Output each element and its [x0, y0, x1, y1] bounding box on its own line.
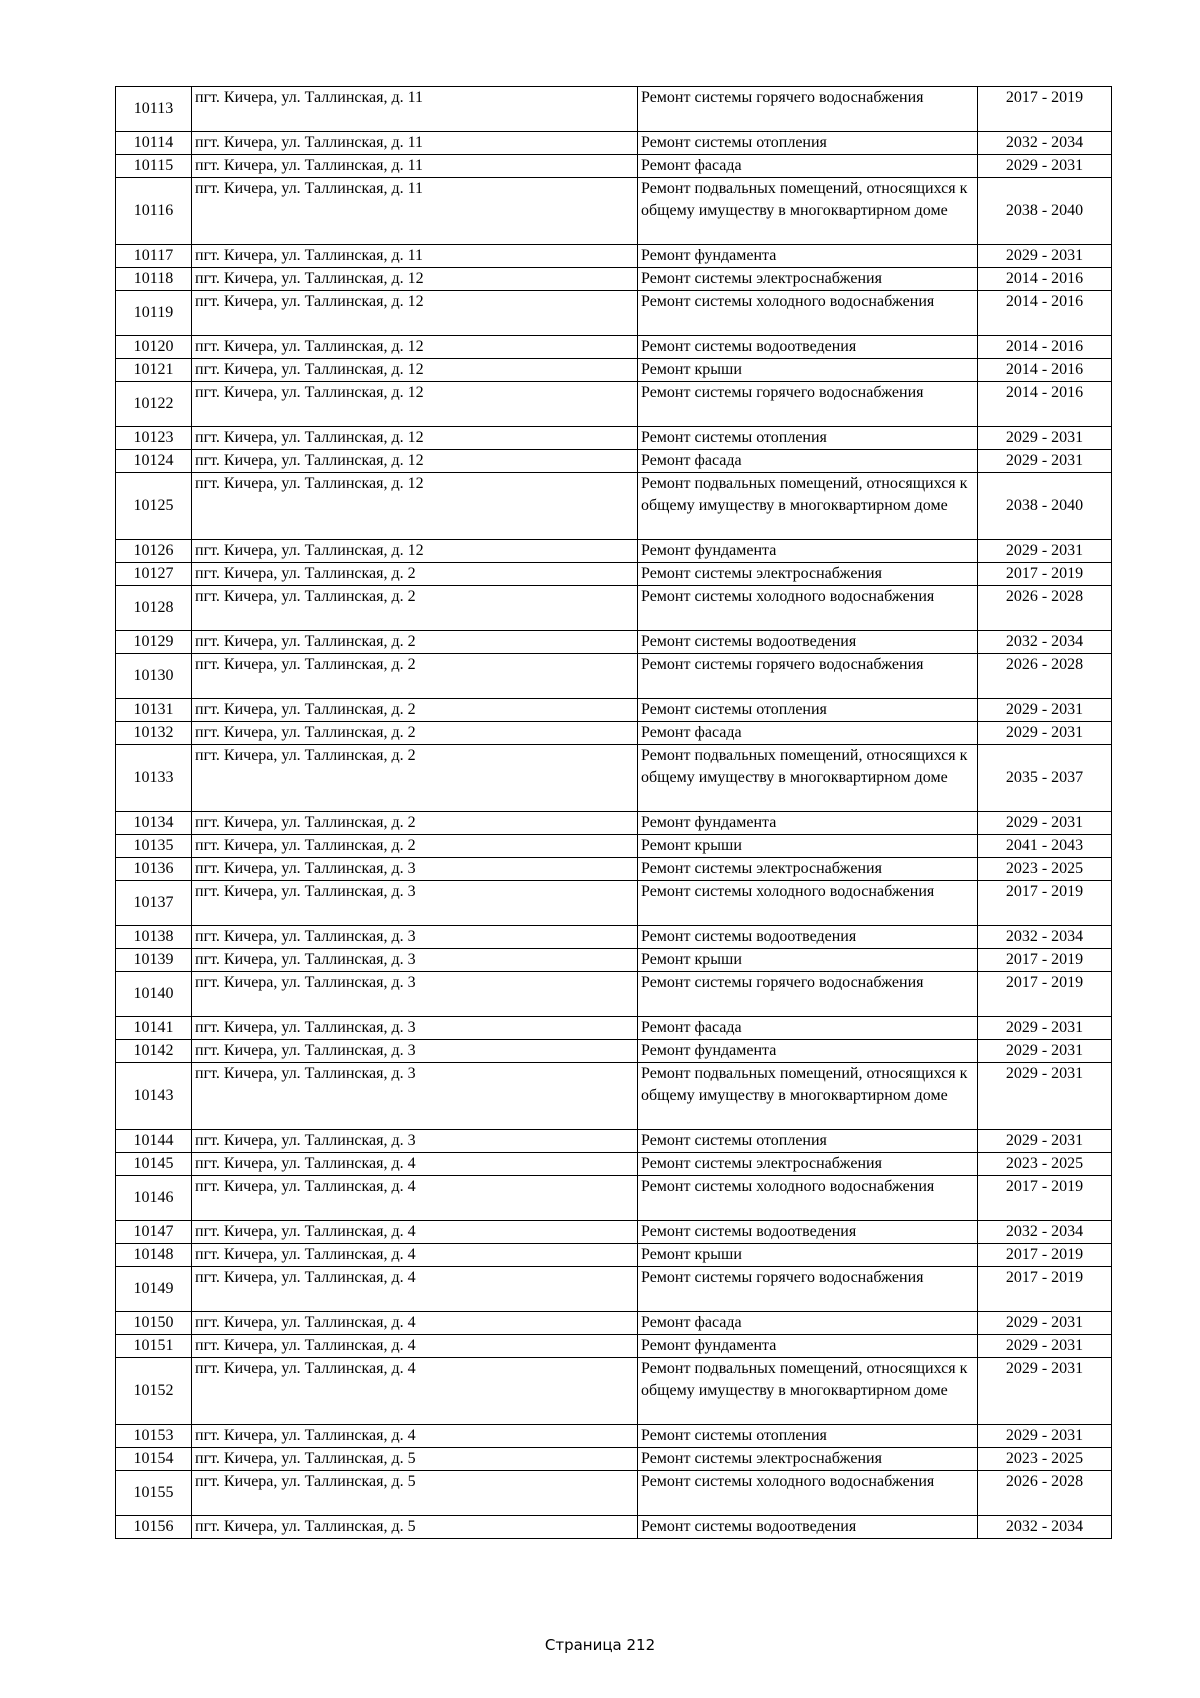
- address-cell: пгт. Кичера, ул. Таллинская, д. 2: [192, 586, 638, 631]
- repair-schedule-table: [115, 86, 1112, 1539]
- work-type-cell: Ремонт фундамента: [638, 245, 978, 268]
- period-cell: 2029 - 2031: [978, 1358, 1112, 1425]
- address-cell: пгт. Кичера, ул. Таллинская, д. 3: [192, 1063, 638, 1130]
- page-number: Страница 212: [544, 1636, 656, 1654]
- address-cell: пгт. Кичера, ул. Таллинская, д. 11: [192, 155, 638, 178]
- period-cell: 2029 - 2031: [978, 1312, 1112, 1335]
- table-row: [116, 1176, 1112, 1221]
- table-row: [116, 1471, 1112, 1516]
- period-cell: 2029 - 2031: [978, 450, 1112, 473]
- row-id-cell: 10137: [116, 881, 192, 926]
- period-cell: 2029 - 2031: [978, 1335, 1112, 1358]
- period-cell: 2017 - 2019: [978, 881, 1112, 926]
- table-row: [116, 1335, 1112, 1358]
- row-id-cell: 10154: [116, 1448, 192, 1471]
- period-cell: 2017 - 2019: [978, 1176, 1112, 1221]
- row-id-cell: 10126: [116, 540, 192, 563]
- address-cell: пгт. Кичера, ул. Таллинская, д. 3: [192, 949, 638, 972]
- row-id-cell: 10128: [116, 586, 192, 631]
- work-type-cell: Ремонт крыши: [638, 1244, 978, 1267]
- period-cell: 2014 - 2016: [978, 382, 1112, 427]
- table-row: [116, 563, 1112, 586]
- table-row: [116, 949, 1112, 972]
- table-row: [116, 881, 1112, 926]
- period-cell: 2029 - 2031: [978, 812, 1112, 835]
- work-type-cell: Ремонт системы электроснабжения: [638, 1153, 978, 1176]
- address-cell: пгт. Кичера, ул. Таллинская, д. 12: [192, 336, 638, 359]
- period-cell: 2029 - 2031: [978, 245, 1112, 268]
- address-cell: пгт. Кичера, ул. Таллинская, д. 12: [192, 268, 638, 291]
- work-type-cell: Ремонт системы холодного водоснабжения: [638, 881, 978, 926]
- table-row: [116, 450, 1112, 473]
- address-cell: пгт. Кичера, ул. Таллинская, д. 3: [192, 972, 638, 1017]
- row-id-cell: 10148: [116, 1244, 192, 1267]
- address-cell: пгт. Кичера, ул. Таллинская, д. 4: [192, 1358, 638, 1425]
- work-type-cell: Ремонт фундамента: [638, 1335, 978, 1358]
- address-cell: пгт. Кичера, ул. Таллинская, д. 11: [192, 245, 638, 268]
- work-type-cell: Ремонт фасада: [638, 155, 978, 178]
- address-cell: пгт. Кичера, ул. Таллинская, д. 11: [192, 178, 638, 245]
- table-row: [116, 586, 1112, 631]
- period-cell: 2032 - 2034: [978, 1221, 1112, 1244]
- work-type-cell: Ремонт системы холодного водоснабжения: [638, 1176, 978, 1221]
- address-cell: пгт. Кичера, ул. Таллинская, д. 2: [192, 654, 638, 699]
- work-type-cell: Ремонт подвальных помещений, относящихся к общему имуществу в многоквартирном доме: [638, 745, 978, 812]
- work-type-cell: Ремонт фундамента: [638, 1040, 978, 1063]
- period-cell: 2017 - 2019: [978, 1267, 1112, 1312]
- address-cell: пгт. Кичера, ул. Таллинская, д. 2: [192, 631, 638, 654]
- row-id-cell: 10118: [116, 268, 192, 291]
- work-type-cell: Ремонт крыши: [638, 359, 978, 382]
- period-cell: 2032 - 2034: [978, 926, 1112, 949]
- row-id-cell: 10133: [116, 745, 192, 812]
- period-cell: 2026 - 2028: [978, 586, 1112, 631]
- table-row: [116, 1312, 1112, 1335]
- period-cell: 2029 - 2031: [978, 1040, 1112, 1063]
- row-id-cell: 10144: [116, 1130, 192, 1153]
- work-type-cell: Ремонт подвальных помещений, относящихся к общему имуществу в многоквартирном доме: [638, 473, 978, 540]
- address-cell: пгт. Кичера, ул. Таллинская, д. 3: [192, 858, 638, 881]
- table-row: [116, 359, 1112, 382]
- table-row: [116, 336, 1112, 359]
- work-type-cell: Ремонт системы водоотведения: [638, 1221, 978, 1244]
- row-id-cell: 10122: [116, 382, 192, 427]
- table-row: [116, 745, 1112, 812]
- row-id-cell: 10124: [116, 450, 192, 473]
- table-row: [116, 291, 1112, 336]
- row-id-cell: 10141: [116, 1017, 192, 1040]
- row-id-cell: 10143: [116, 1063, 192, 1130]
- table-row: [116, 699, 1112, 722]
- row-id-cell: 10150: [116, 1312, 192, 1335]
- row-id-cell: 10149: [116, 1267, 192, 1312]
- address-cell: пгт. Кичера, ул. Таллинская, д. 3: [192, 1130, 638, 1153]
- table-row: [116, 132, 1112, 155]
- table-row: [116, 1244, 1112, 1267]
- work-type-cell: Ремонт системы холодного водоснабжения: [638, 586, 978, 631]
- period-cell: 2029 - 2031: [978, 540, 1112, 563]
- row-id-cell: 10131: [116, 699, 192, 722]
- row-id-cell: 10114: [116, 132, 192, 155]
- period-cell: 2014 - 2016: [978, 359, 1112, 382]
- row-id-cell: 10152: [116, 1358, 192, 1425]
- period-cell: 2038 - 2040: [978, 178, 1112, 245]
- work-type-cell: Ремонт системы горячего водоснабжения: [638, 382, 978, 427]
- address-cell: пгт. Кичера, ул. Таллинская, д. 4: [192, 1425, 638, 1448]
- work-type-cell: Ремонт системы водоотведения: [638, 631, 978, 654]
- table-row: [116, 631, 1112, 654]
- work-type-cell: Ремонт системы отопления: [638, 699, 978, 722]
- table-row: [116, 178, 1112, 245]
- row-id-cell: 10134: [116, 812, 192, 835]
- address-cell: пгт. Кичера, ул. Таллинская, д. 12: [192, 359, 638, 382]
- table-row: [116, 1516, 1112, 1539]
- period-cell: 2026 - 2028: [978, 1471, 1112, 1516]
- address-cell: пгт. Кичера, ул. Таллинская, д. 4: [192, 1335, 638, 1358]
- work-type-cell: Ремонт крыши: [638, 949, 978, 972]
- row-id-cell: 10142: [116, 1040, 192, 1063]
- table-row: [116, 1267, 1112, 1312]
- table-row: [116, 1063, 1112, 1130]
- table-row: [116, 1017, 1112, 1040]
- period-cell: 2029 - 2031: [978, 155, 1112, 178]
- table-row: [116, 382, 1112, 427]
- address-cell: пгт. Кичера, ул. Таллинская, д. 4: [192, 1267, 638, 1312]
- work-type-cell: Ремонт системы водоотведения: [638, 1516, 978, 1539]
- row-id-cell: 10153: [116, 1425, 192, 1448]
- table-row: [116, 1221, 1112, 1244]
- row-id-cell: 10115: [116, 155, 192, 178]
- work-type-cell: Ремонт фасада: [638, 1017, 978, 1040]
- address-cell: пгт. Кичера, ул. Таллинская, д. 5: [192, 1471, 638, 1516]
- address-cell: пгт. Кичера, ул. Таллинская, д. 2: [192, 722, 638, 745]
- address-cell: пгт. Кичера, ул. Таллинская, д. 2: [192, 563, 638, 586]
- table-row: [116, 155, 1112, 178]
- row-id-cell: 10135: [116, 835, 192, 858]
- work-type-cell: Ремонт системы отопления: [638, 1130, 978, 1153]
- period-cell: 2032 - 2034: [978, 631, 1112, 654]
- table-row: [116, 87, 1112, 132]
- address-cell: пгт. Кичера, ул. Таллинская, д. 4: [192, 1221, 638, 1244]
- address-cell: пгт. Кичера, ул. Таллинская, д. 2: [192, 835, 638, 858]
- address-cell: пгт. Кичера, ул. Таллинская, д. 4: [192, 1176, 638, 1221]
- period-cell: 2038 - 2040: [978, 473, 1112, 540]
- work-type-cell: Ремонт системы электроснабжения: [638, 1448, 978, 1471]
- address-cell: пгт. Кичера, ул. Таллинская, д. 12: [192, 473, 638, 540]
- row-id-cell: 10129: [116, 631, 192, 654]
- work-type-cell: Ремонт системы холодного водоснабжения: [638, 1471, 978, 1516]
- row-id-cell: 10116: [116, 178, 192, 245]
- period-cell: 2017 - 2019: [978, 972, 1112, 1017]
- work-type-cell: Ремонт системы горячего водоснабжения: [638, 87, 978, 132]
- work-type-cell: Ремонт системы водоотведения: [638, 336, 978, 359]
- row-id-cell: 10140: [116, 972, 192, 1017]
- period-cell: 2041 - 2043: [978, 835, 1112, 858]
- address-cell: пгт. Кичера, ул. Таллинская, д. 12: [192, 540, 638, 563]
- row-id-cell: 10139: [116, 949, 192, 972]
- period-cell: 2023 - 2025: [978, 858, 1112, 881]
- row-id-cell: 10127: [116, 563, 192, 586]
- table-row: [116, 473, 1112, 540]
- period-cell: 2029 - 2031: [978, 1063, 1112, 1130]
- address-cell: пгт. Кичера, ул. Таллинская, д. 12: [192, 382, 638, 427]
- row-id-cell: 10138: [116, 926, 192, 949]
- work-type-cell: Ремонт системы холодного водоснабжения: [638, 291, 978, 336]
- period-cell: 2017 - 2019: [978, 87, 1112, 132]
- table-row: [116, 926, 1112, 949]
- period-cell: 2029 - 2031: [978, 1017, 1112, 1040]
- period-cell: 2032 - 2034: [978, 1516, 1112, 1539]
- table-row: [116, 654, 1112, 699]
- row-id-cell: 10155: [116, 1471, 192, 1516]
- address-cell: пгт. Кичера, ул. Таллинская, д. 11: [192, 132, 638, 155]
- work-type-cell: Ремонт системы горячего водоснабжения: [638, 1267, 978, 1312]
- work-type-cell: Ремонт подвальных помещений, относящихся к общему имуществу в многоквартирном доме: [638, 1358, 978, 1425]
- work-type-cell: Ремонт системы отопления: [638, 1425, 978, 1448]
- row-id-cell: 10156: [116, 1516, 192, 1539]
- address-cell: пгт. Кичера, ул. Таллинская, д. 12: [192, 450, 638, 473]
- address-cell: пгт. Кичера, ул. Таллинская, д. 3: [192, 1017, 638, 1040]
- work-type-cell: Ремонт фасада: [638, 450, 978, 473]
- work-type-cell: Ремонт системы водоотведения: [638, 926, 978, 949]
- row-id-cell: 10117: [116, 245, 192, 268]
- table-row: [116, 1153, 1112, 1176]
- table-row: [116, 722, 1112, 745]
- period-cell: 2014 - 2016: [978, 268, 1112, 291]
- address-cell: пгт. Кичера, ул. Таллинская, д. 4: [192, 1244, 638, 1267]
- row-id-cell: 10132: [116, 722, 192, 745]
- period-cell: 2032 - 2034: [978, 132, 1112, 155]
- period-cell: 2023 - 2025: [978, 1153, 1112, 1176]
- work-type-cell: Ремонт системы электроснабжения: [638, 268, 978, 291]
- address-cell: пгт. Кичера, ул. Таллинская, д. 3: [192, 1040, 638, 1063]
- row-id-cell: 10130: [116, 654, 192, 699]
- address-cell: пгт. Кичера, ул. Таллинская, д. 11: [192, 87, 638, 132]
- address-cell: пгт. Кичера, ул. Таллинская, д. 5: [192, 1448, 638, 1471]
- period-cell: 2023 - 2025: [978, 1448, 1112, 1471]
- address-cell: пгт. Кичера, ул. Таллинская, д. 2: [192, 812, 638, 835]
- address-cell: пгт. Кичера, ул. Таллинская, д. 3: [192, 881, 638, 926]
- period-cell: 2029 - 2031: [978, 699, 1112, 722]
- period-cell: 2035 - 2037: [978, 745, 1112, 812]
- row-id-cell: 10145: [116, 1153, 192, 1176]
- row-id-cell: 10120: [116, 336, 192, 359]
- work-type-cell: Ремонт фундамента: [638, 812, 978, 835]
- table-row: [116, 268, 1112, 291]
- row-id-cell: 10147: [116, 1221, 192, 1244]
- period-cell: 2029 - 2031: [978, 722, 1112, 745]
- work-type-cell: Ремонт системы электроснабжения: [638, 563, 978, 586]
- period-cell: 2014 - 2016: [978, 291, 1112, 336]
- period-cell: 2017 - 2019: [978, 949, 1112, 972]
- table-row: [116, 427, 1112, 450]
- work-type-cell: Ремонт фундамента: [638, 540, 978, 563]
- period-cell: 2026 - 2028: [978, 654, 1112, 699]
- period-cell: 2029 - 2031: [978, 1425, 1112, 1448]
- table-row: [116, 1130, 1112, 1153]
- table-row: [116, 1040, 1112, 1063]
- table-row: [116, 1425, 1112, 1448]
- address-cell: пгт. Кичера, ул. Таллинская, д. 5: [192, 1516, 638, 1539]
- row-id-cell: 10151: [116, 1335, 192, 1358]
- work-type-cell: Ремонт подвальных помещений, относящихся к общему имуществу в многоквартирном доме: [638, 178, 978, 245]
- address-cell: пгт. Кичера, ул. Таллинская, д. 4: [192, 1153, 638, 1176]
- table-row: [116, 972, 1112, 1017]
- work-type-cell: Ремонт системы горячего водоснабжения: [638, 972, 978, 1017]
- work-type-cell: Ремонт системы горячего водоснабжения: [638, 654, 978, 699]
- address-cell: пгт. Кичера, ул. Таллинская, д. 3: [192, 926, 638, 949]
- table-row: [116, 540, 1112, 563]
- table-row: [116, 858, 1112, 881]
- period-cell: 2029 - 2031: [978, 427, 1112, 450]
- row-id-cell: 10123: [116, 427, 192, 450]
- work-type-cell: Ремонт фасада: [638, 1312, 978, 1335]
- row-id-cell: 10121: [116, 359, 192, 382]
- table-row: [116, 1448, 1112, 1471]
- row-id-cell: 10119: [116, 291, 192, 336]
- row-id-cell: 10146: [116, 1176, 192, 1221]
- row-id-cell: 10125: [116, 473, 192, 540]
- work-type-cell: Ремонт системы отопления: [638, 427, 978, 450]
- table-row: [116, 1358, 1112, 1425]
- period-cell: 2017 - 2019: [978, 563, 1112, 586]
- work-type-cell: Ремонт подвальных помещений, относящихся к общему имуществу в многоквартирном доме: [638, 1063, 978, 1130]
- work-type-cell: Ремонт фасада: [638, 722, 978, 745]
- table-body: [116, 87, 1112, 1539]
- period-cell: 2014 - 2016: [978, 336, 1112, 359]
- address-cell: пгт. Кичера, ул. Таллинская, д. 2: [192, 745, 638, 812]
- row-id-cell: 10136: [116, 858, 192, 881]
- period-cell: 2017 - 2019: [978, 1244, 1112, 1267]
- work-type-cell: Ремонт системы электроснабжения: [638, 858, 978, 881]
- row-id-cell: 10113: [116, 87, 192, 132]
- work-type-cell: Ремонт системы отопления: [638, 132, 978, 155]
- address-cell: пгт. Кичера, ул. Таллинская, д. 12: [192, 427, 638, 450]
- address-cell: пгт. Кичера, ул. Таллинская, д. 4: [192, 1312, 638, 1335]
- table-row: [116, 812, 1112, 835]
- table-row: [116, 245, 1112, 268]
- work-type-cell: Ремонт крыши: [638, 835, 978, 858]
- address-cell: пгт. Кичера, ул. Таллинская, д. 2: [192, 699, 638, 722]
- period-cell: 2029 - 2031: [978, 1130, 1112, 1153]
- address-cell: пгт. Кичера, ул. Таллинская, д. 12: [192, 291, 638, 336]
- table-row: [116, 835, 1112, 858]
